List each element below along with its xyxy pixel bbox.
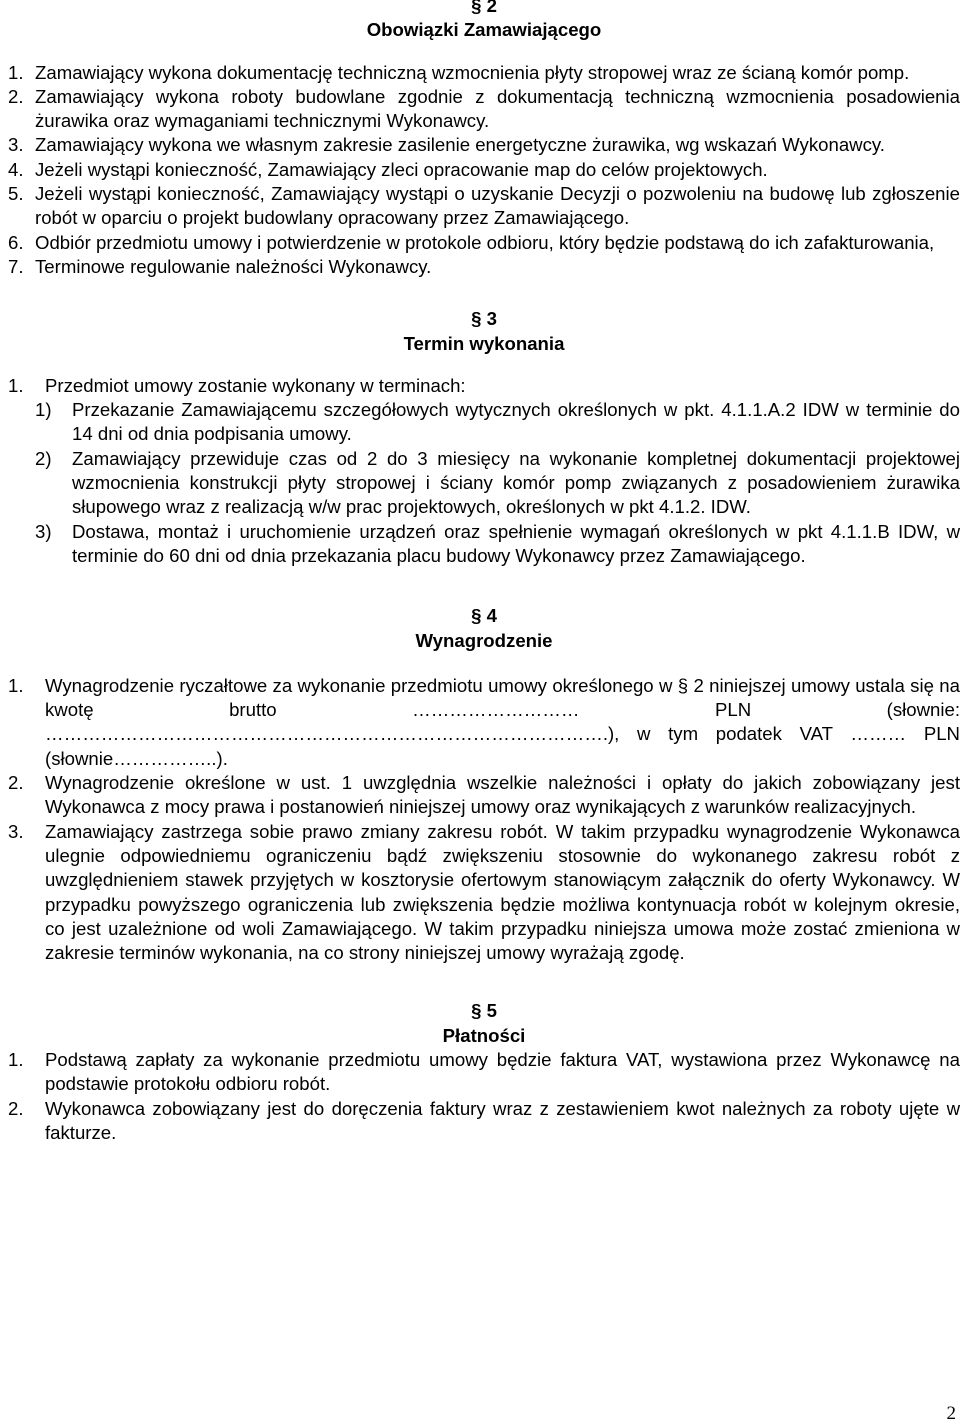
list-item: 1. Podstawą zapłaty za wykonanie przedmiotu umowy będzie faktura VAT, wystawiona przez Wykonawcę na podstawie protokołu odbioru robót. (8, 1048, 960, 1095)
section-number: § 5 (471, 1000, 497, 1022)
list-item: 1. Zamawiający wykona dokumentację techniczną wzmocnienia płyty stropowej wraz ze ścianą komór pomp. (8, 61, 910, 83)
sub-list (35, 398, 960, 568)
sub-list-item: 2) Zamawiający przewiduje czas od 2 do 3 miesięcy na wykonanie kompletnej dokumentacji projektowej wzmocnienia konstrukcji płyty stropowej i ściany komór pomp związanych z posadowieniem żurawika słupowego wraz z realizacją w/w prac projektowych, określonych w pkt 4.1.2. IDW. (35, 447, 960, 518)
list-item: 5. Jeżeli wystąpi konieczność, Zamawiający wystąpi o uzyskanie Decyzji o pozwoleniu na budowę lub zgłoszenie robót w oparciu o projekt budowlany opracowany przez Zamawiającego. (8, 183, 960, 229)
list-item: 2. Wykonawca zobowiązany jest do doręczenia faktury wraz z zestawieniem kwot należnych za roboty ujęte w fakturze. (8, 1097, 960, 1143)
sub-list-item: 1) Przekazanie Zamawiającemu szczegółowych wytycznych określonych w pkt. 4.1.1.A.2 IDW w terminie do 14 dni od dnia podpisania umowy. (35, 399, 960, 445)
section-title: Płatności (442, 1024, 526, 1046)
page-number: 2 (946, 1403, 956, 1424)
list-item: 6. Odbiór przedmiotu umowy i potwierdzenie w protokole odbioru, który będzie podstawą do ich zafakturowania, (8, 231, 935, 253)
document-page (8, 0, 960, 1145)
list-item: 1. Wynagrodzenie ryczałtowe za wykonanie przedmiotu umowy określonego w § 2 niniejszej umowy ustala się na kwotę brutto ……………………… PLN (słownie: ……………………………………………………………………………….), w tym podatek VAT ……… PLN (słownie……………..). (8, 674, 960, 769)
section-2-heading (8, 0, 960, 43)
list-item: 3. Zamawiający wykona we własnym zakresie zasilenie energetyczne żurawika, wg wskazań Wykonawcy. (8, 134, 885, 156)
section-title: Obowiązki Zamawiającego (366, 19, 602, 41)
section-5-heading (8, 999, 960, 1048)
sub-list-item: 3) Dostawa, montaż i uruchomienie urządzeń oraz spełnienie wymagań określonych w pkt 4.1.1.B IDW, w terminie do 60 dni od dnia przekazania placu budowy Wykonawcy przez Zamawiającego. (35, 520, 960, 566)
section-number: § 3 (471, 308, 497, 330)
section-title: Wynagrodzenie (415, 629, 553, 651)
list-item: 2. Zamawiający wykona roboty budowlane zgodnie z dokumentacją techniczną wzmocnienia posadowienia żurawika oraz wymaganiami technicznymi Wykonawcy. (8, 85, 960, 132)
section-title: Termin wykonania (403, 332, 565, 354)
list-item: 2. Wynagrodzenie określone w ust. 1 uwzględnia wszelkie należności i opłaty do jakich zobowiązany jest Wykonawca z mocy prawa i postanowień niniejszej umowy oraz wynikających z warunków realizacyjnych. (8, 772, 960, 818)
section-3-heading (8, 307, 960, 356)
list-item: 1. Przedmiot umowy zostanie wykonany w terminach: (8, 374, 466, 396)
list-item: 3. Zamawiający zastrzega sobie prawo zmiany zakresu robót. W takim przypadku wynagrodzenie Wykonawca ulegnie odpowiedniemu ograniczeniu bądź zwiększeniu stosownie do wykonanego zakresu robót z uwzględnieniem stawek przyjętych w kosztorysie ofertowym stanowiącym załącznik do oferty Wykonawcy. W przypadku powyższego ograniczenia lub zwiększenia będzie możliwa kontynuacja robót w kolejnym okresie, co jest uzależnione od woli Zamawiającego. W takim przypadku niniejsza umowa może zostać zmieniona w zakresie terminów wykonania, na co strony niniejszej umowy wyrażają zgodę. (8, 820, 960, 964)
section-4-list (8, 674, 960, 966)
section-5-list (8, 1048, 960, 1145)
section-number: § 2 (471, 0, 497, 16)
section-4-heading (8, 604, 960, 653)
section-2-list (8, 61, 960, 280)
list-item: 7. Terminowe regulowanie należności Wykonawcy. (8, 255, 432, 277)
section-number: § 4 (471, 605, 497, 627)
section-3-list (8, 374, 960, 568)
list-item: 4. Jeżeli wystąpi konieczność, Zamawiający zleci opracowanie map do celów projektowych. (8, 158, 768, 180)
